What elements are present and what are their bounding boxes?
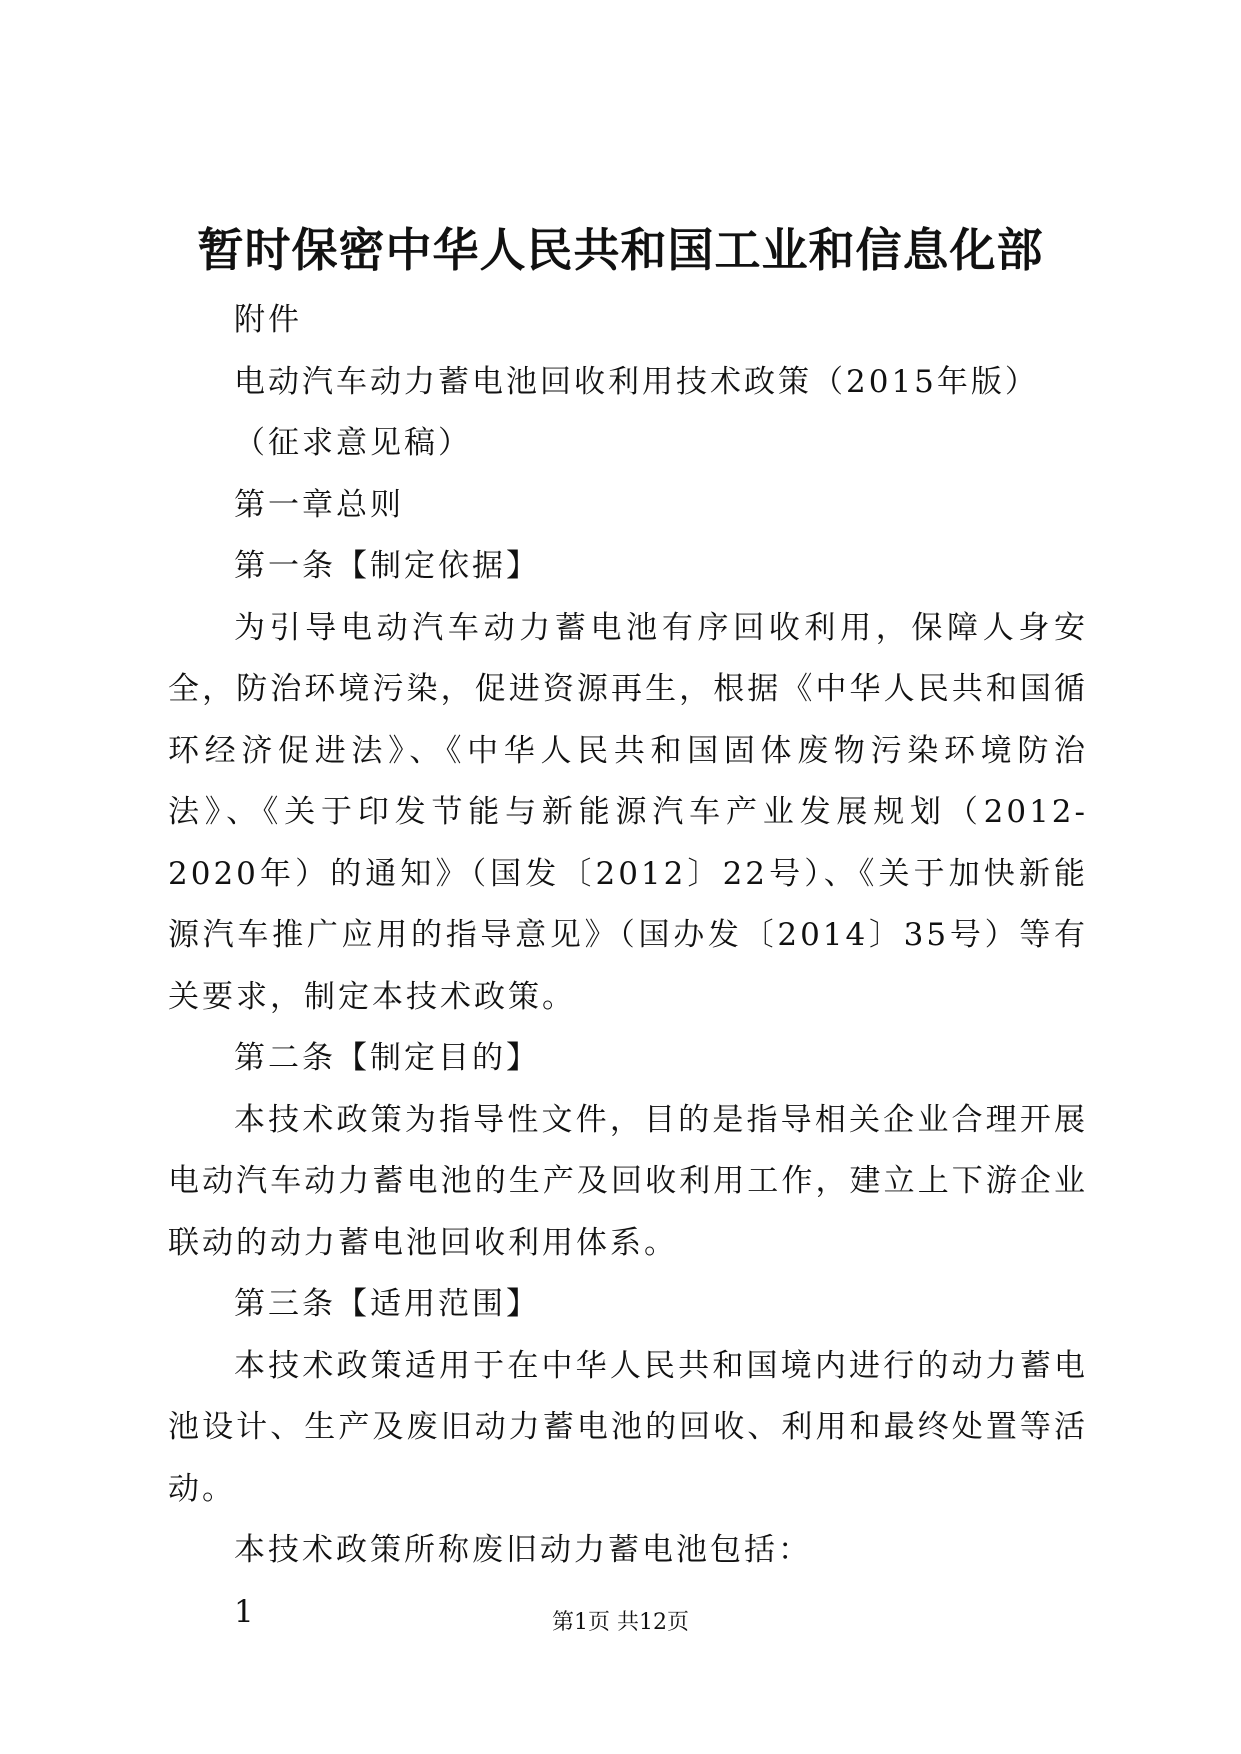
article-2-body: 本技术政策为指导性文件，目的是指导相关企业合理开展电动汽车动力蓄电池的生产及回收利用工作，建立上下游企业联动的动力蓄电池回收利用体系。: [168, 1101, 1088, 1261]
chapter-heading: 第一章总则: [234, 486, 404, 523]
article-3-heading: 第三条【适用范围】: [234, 1286, 540, 1322]
article-3-body: 本技术政策适用于在中华人民共和国境内进行的动力蓄电池设计、生产及废旧动力蓄电池的回收、利用和最终处置等活动。: [168, 1347, 1088, 1507]
article-1-body: 为引导电动汽车动力蓄电池有序回收利用，保障人身安全，防治环境污染，促进资源再生，根据《中华人民共和国循环经济促进法》、《中华人民共和国固体废物污染环境防治法》、《关于印发节能与新能源汽车产业发展规划（2012-2020年）的通知》（国发〔2012〕22号）、《关于加快新能源汽车推广应用的指导意见》（国办发〔2014〕35号）等有关要求，制定本技术政策。: [168, 609, 1088, 1015]
article-2-heading: 第二条【制定目的】: [234, 1040, 540, 1076]
article-1-heading: 第一条【制定依据】: [234, 548, 540, 584]
document-body: [168, 290, 1088, 1643]
policy-title: 电动汽车动力蓄电池回收利用技术政策（2015年版）: [234, 363, 1039, 400]
list-number: 1: [234, 1593, 257, 1630]
draft-note: （征求意见稿）: [234, 425, 472, 461]
article-3-list-intro: 本技术政策所称废旧动力蓄电池包括：: [234, 1532, 812, 1568]
attachment-label: 附件: [234, 302, 302, 338]
document-title: 暂时保密中华人民共和国工业和信息化部: [197, 223, 1044, 277]
page-footer: 第1页 共12页: [552, 1610, 689, 1635]
